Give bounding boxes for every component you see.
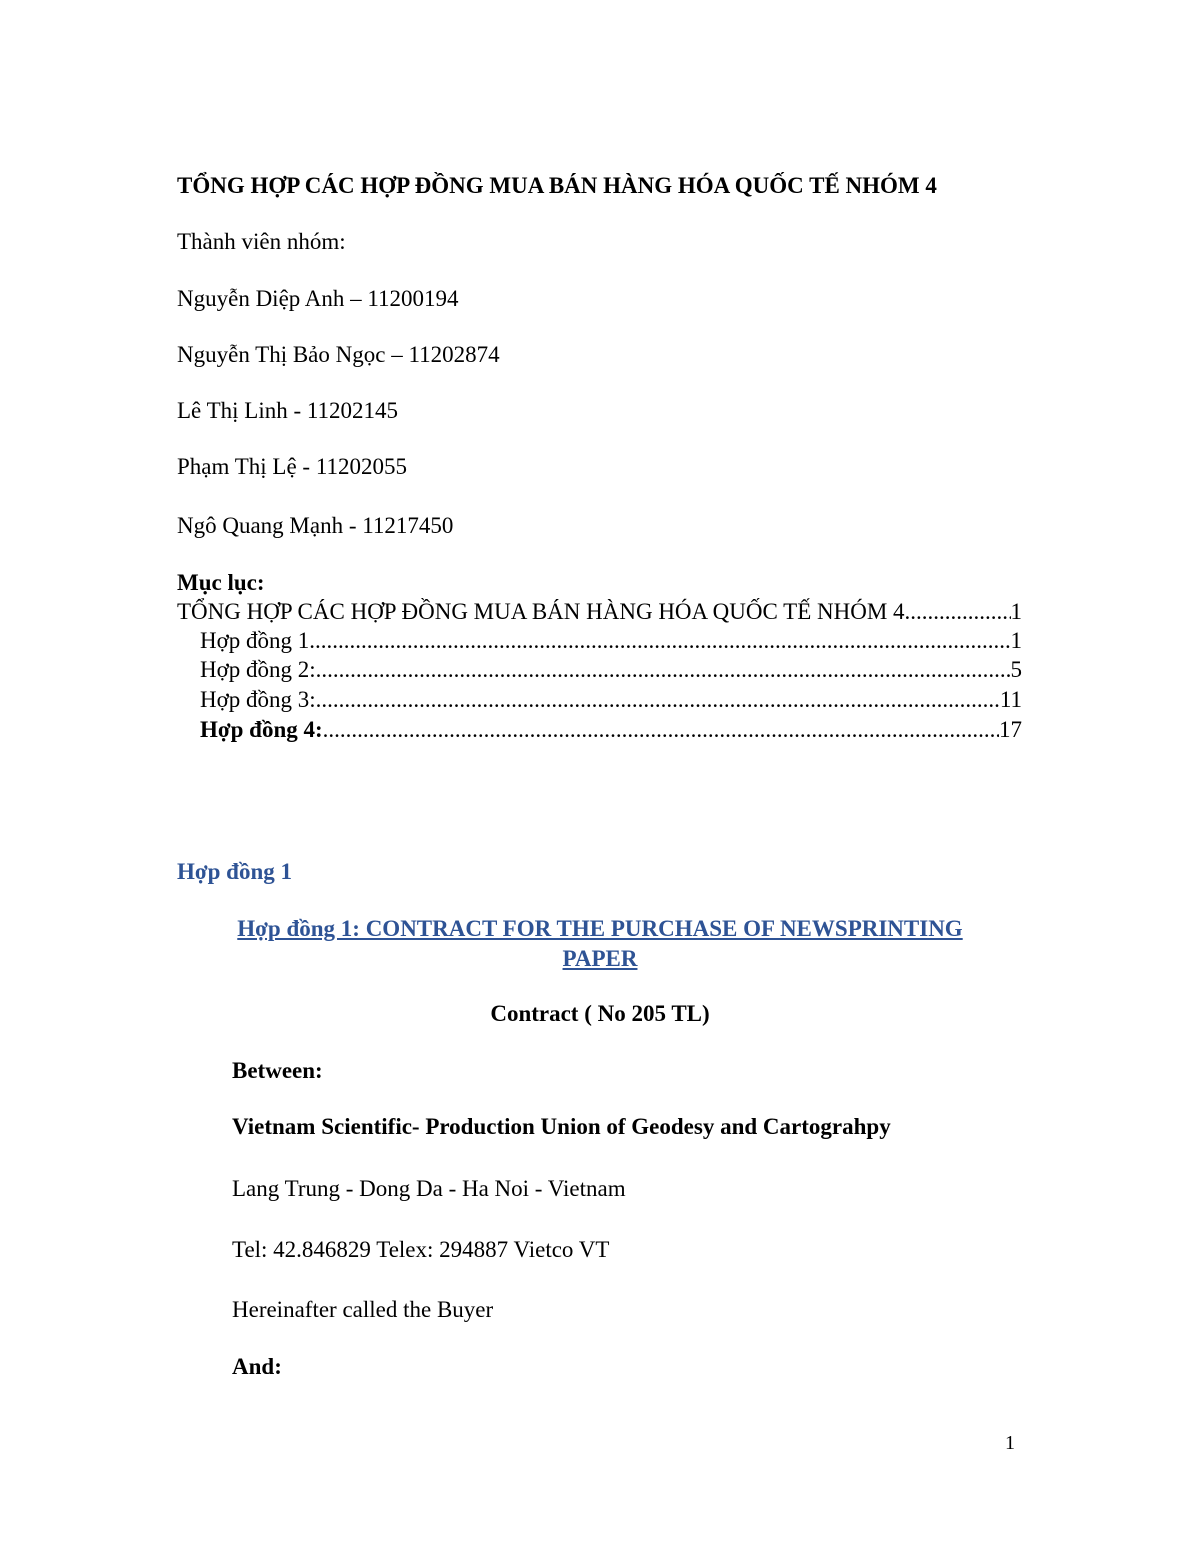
toc-entry-label: Hợp đồng 4: [200,717,323,742]
member-item: Lê Thị Linh - 11202145 [177,398,399,423]
toc-leader-dots [309,627,1010,655]
member-item: Nguyễn Diệp Anh – 11200194 [177,286,459,311]
toc-leader-dots [316,686,1000,714]
toc-heading: Mục lục: [177,570,265,595]
member-item: Phạm Thị Lệ - 11202055 [177,454,407,479]
document-title: TỔNG HỢP CÁC HỢP ĐỒNG MUA BÁN HÀNG HÓA QUỐC TẾ NHÓM 4 [177,173,937,198]
toc-entry[interactable] [200,686,1022,714]
toc-entry-page: 5 [1010,657,1022,682]
member-item: Ngô Quang Mạnh - 11217450 [177,513,454,538]
toc-entry[interactable] [200,627,1022,655]
contract-title-line: Hợp đồng 1: CONTRACT FOR THE PURCHASE OF NEWSPRINTING [237,916,963,941]
buyer-address: Lang Trung - Dong Da - Ha Noi - Vietnam [232,1176,626,1201]
toc-leader-dots [905,598,1011,626]
toc-leader-dots [323,716,999,744]
toc-entry-page: 11 [999,687,1022,712]
and-label: And: [232,1354,282,1379]
toc-leader-dots [316,656,1011,684]
buyer-role: Hereinafter called the Buyer [232,1297,494,1322]
members-label: Thành viên nhóm: [177,229,346,254]
toc-entry-label: Hợp đồng 2: [200,657,316,682]
buyer-name: Vietnam Scientific- Production Union of Geodesy and Cartograhpy [232,1114,891,1139]
toc-entry-label: Hợp đồng 1 [200,628,310,653]
toc-entry-page: 1 [1010,628,1022,653]
toc-entry[interactable] [200,656,1022,684]
contract-title-line: PAPER [562,946,638,971]
toc-entry-page: 17 [999,717,1022,742]
section-heading: Hợp đồng 1 [177,859,292,884]
member-item: Nguyễn Thị Bảo Ngọc – 11202874 [177,342,500,367]
contract-title-link[interactable] [177,914,1023,974]
toc-entry-label: Hợp đồng 3: [200,687,316,712]
toc-entry-page: 1 [1010,599,1022,624]
toc-entry[interactable] [177,598,1022,626]
toc-entry[interactable] [200,716,1022,744]
page-number: 1 [1005,1432,1015,1454]
contract-number: Contract ( No 205 TL) [490,1001,710,1026]
toc-entry-label: TỔNG HỢP CÁC HỢP ĐỒNG MUA BÁN HÀNG HÓA QUỐC TẾ NHÓM 4 [177,599,905,624]
between-label: Between: [232,1058,323,1083]
buyer-contact: Tel: 42.846829 Telex: 294887 Vietco VT [232,1237,610,1262]
